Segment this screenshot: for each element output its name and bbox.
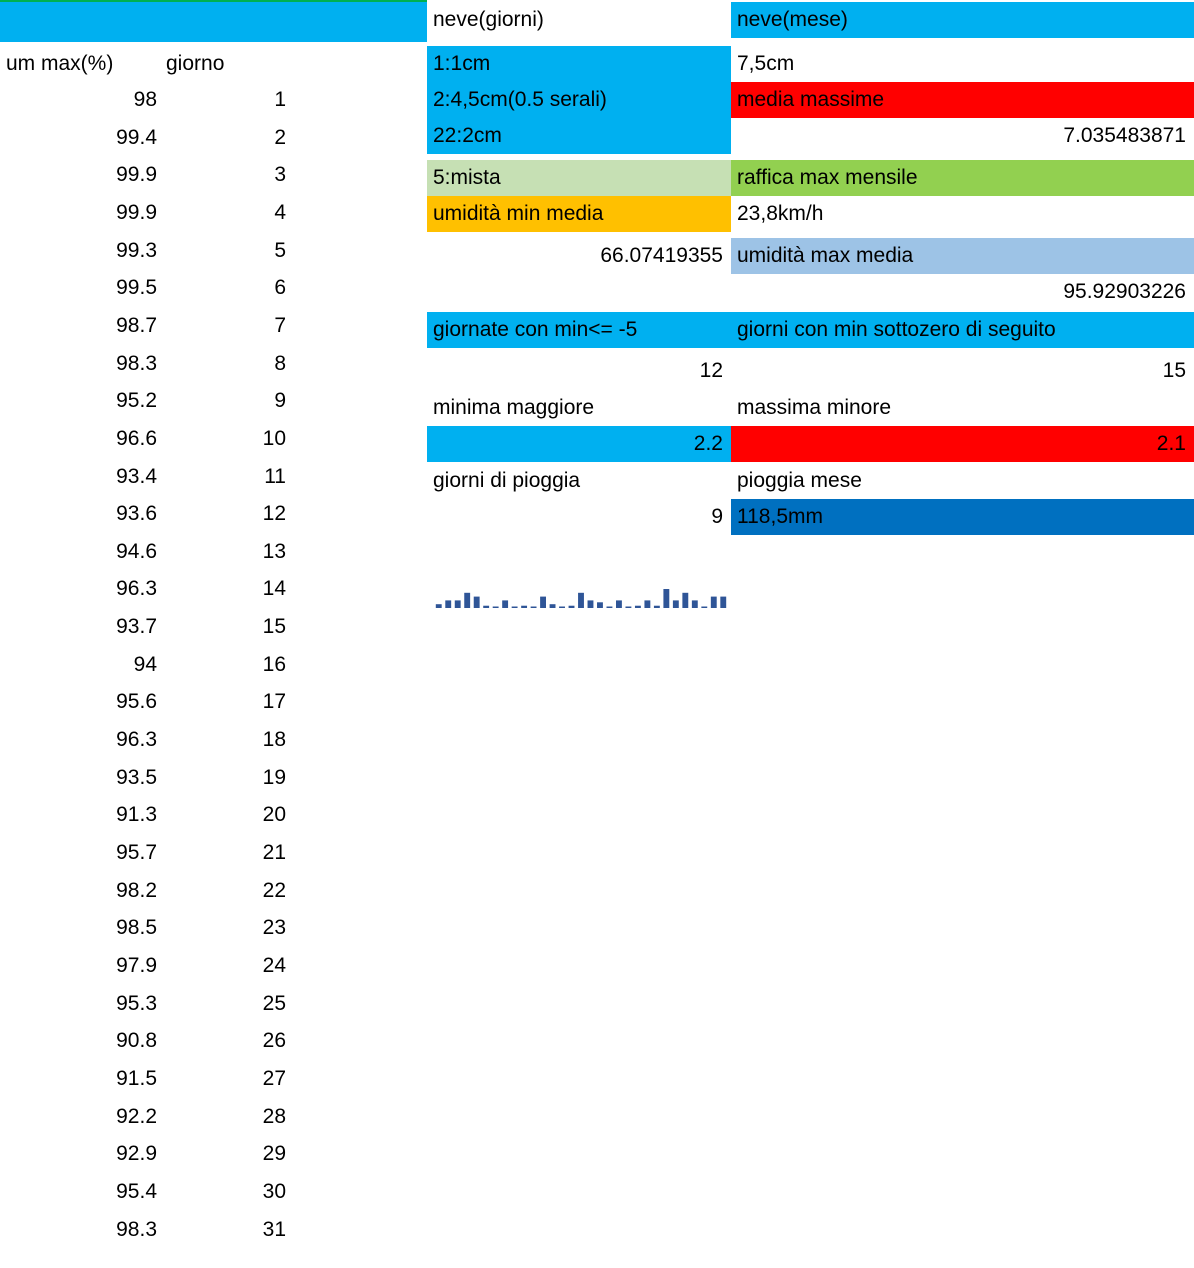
giorno-cell[interactable]: 30 (262, 1180, 286, 1203)
sparkline-bar (711, 597, 717, 608)
column-header-um-max[interactable]: um max(%) (6, 52, 114, 75)
sparkline-bar (455, 600, 461, 608)
giorno-cell[interactable]: 22 (262, 879, 286, 902)
sparkline-bar (578, 593, 584, 608)
sparkline-bar (588, 600, 594, 608)
media-massime-value[interactable]: 7.035483871 (1063, 124, 1186, 147)
giorno-cell[interactable]: 2 (274, 126, 286, 149)
giorno-cell[interactable]: 12 (262, 502, 286, 525)
um-max-cell[interactable]: 96.3 (116, 728, 157, 751)
snow-month-value[interactable]: 7,5cm (737, 52, 795, 75)
giorno-cell[interactable]: 10 (262, 427, 286, 450)
giorno-cell[interactable]: 5 (274, 239, 286, 262)
um-max-cell[interactable]: 91.5 (116, 1067, 157, 1090)
giorno-cell[interactable]: 6 (274, 276, 286, 299)
giorno-cell[interactable]: 17 (262, 690, 286, 713)
giorni-sottozero-value[interactable]: 15 (1162, 359, 1186, 382)
giorno-cell[interactable]: 14 (262, 577, 286, 600)
giorno-cell[interactable]: 19 (262, 766, 286, 789)
giorno-cell[interactable]: 4 (274, 201, 286, 224)
um-max-cell[interactable]: 98.3 (116, 352, 157, 375)
giorni-pioggia-value[interactable]: 9 (711, 505, 723, 528)
rain-sparkline (434, 588, 728, 608)
um-max-cell[interactable]: 98.5 (116, 916, 157, 939)
giorno-cell[interactable]: 8 (274, 352, 286, 375)
sparkline-bar (607, 607, 613, 609)
raffica-max-value[interactable]: 23,8km/h (737, 202, 824, 225)
sparkline-bar (474, 597, 480, 608)
sparkline-bar (644, 600, 650, 608)
sparkline-bar (521, 606, 527, 608)
um-max-cell[interactable]: 93.6 (116, 502, 157, 525)
massima-minore-value[interactable]: 2.1 (731, 426, 1194, 462)
sparkline-bar (531, 607, 537, 609)
sparkline-bar (512, 607, 518, 609)
sparkline-bar (493, 607, 499, 609)
um-max-cell[interactable]: 92.9 (116, 1142, 157, 1165)
giorni-sottozero-label[interactable]: giorni con min sottozero di seguito (731, 312, 1194, 348)
um-max-cell[interactable]: 94.6 (116, 540, 157, 563)
snow-day-2[interactable]: 2:4,5cm(0.5 serali) (427, 82, 731, 118)
um-max-cell[interactable]: 95.6 (116, 690, 157, 713)
media-massime-label[interactable]: media massime (731, 82, 1194, 118)
sparkline-bar (464, 593, 470, 608)
giorno-cell[interactable]: 16 (262, 653, 286, 676)
um-max-cell[interactable]: 93.5 (116, 766, 157, 789)
umidita-max-label[interactable]: umidità max media (731, 238, 1194, 274)
giorno-cell[interactable]: 23 (262, 916, 286, 939)
massima-minore-label[interactable]: massima minore (737, 396, 892, 419)
um-max-cell[interactable]: 95.4 (116, 1180, 157, 1203)
sparkline-bar (682, 593, 688, 608)
umidita-max-value[interactable]: 95.92903226 (1063, 280, 1186, 303)
um-max-cell[interactable]: 93.4 (116, 465, 157, 488)
pioggia-mese-label[interactable]: pioggia mese (737, 469, 862, 492)
snow-day-5[interactable]: 5:mista (427, 160, 731, 196)
giorno-cell[interactable]: 11 (264, 465, 286, 488)
sparkline-bar (635, 606, 641, 608)
um-max-cell[interactable]: 91.3 (116, 803, 157, 826)
um-max-cell[interactable]: 99.5 (116, 276, 157, 299)
sparkline-bar (597, 602, 603, 608)
um-max-cell[interactable]: 96.6 (116, 427, 157, 450)
umidita-min-value[interactable]: 66.07419355 (600, 244, 723, 267)
um-max-cell[interactable]: 92.2 (116, 1105, 157, 1128)
sparkline-bar (720, 597, 726, 608)
um-max-cell[interactable]: 97.9 (116, 954, 157, 977)
um-max-cell[interactable]: 95.3 (116, 992, 157, 1015)
giornate-min-value[interactable]: 12 (699, 359, 723, 382)
giorno-cell[interactable]: 21 (262, 841, 286, 864)
sparkline-bar (559, 607, 565, 609)
um-max-cell[interactable]: 96.3 (116, 577, 157, 600)
giorno-cell[interactable]: 3 (274, 163, 286, 186)
giorno-cell[interactable]: 1 (274, 88, 286, 111)
giorno-cell[interactable]: 24 (262, 954, 286, 977)
snow-day-1[interactable]: 1:1cm (427, 46, 731, 82)
um-max-cell[interactable]: 94 (133, 653, 157, 676)
snow-day-22[interactable]: 22:2cm (427, 118, 731, 154)
neve-mese-label[interactable]: neve(mese) (731, 2, 1194, 38)
neve-giorni-label[interactable]: neve(giorni) (433, 8, 544, 31)
um-max-cell[interactable]: 98.2 (116, 879, 157, 902)
umidita-min-label[interactable]: umidità min media (427, 196, 731, 232)
sparkline-bar (483, 606, 489, 608)
giorno-cell[interactable]: 28 (262, 1105, 286, 1128)
sparkline-bar (663, 589, 669, 608)
sparkline-bar (436, 604, 442, 608)
column-header-giorno[interactable]: giorno (166, 52, 225, 75)
minima-maggiore-value[interactable]: 2.2 (427, 426, 731, 462)
sparkline-bar (673, 600, 679, 608)
giorno-cell[interactable]: 9 (274, 389, 286, 412)
header-band (0, 2, 427, 42)
um-max-cell[interactable]: 99.9 (116, 163, 157, 186)
sparkline-bar (654, 606, 660, 608)
giorno-cell[interactable]: 13 (262, 540, 286, 563)
sparkline-bar (445, 600, 451, 608)
sparkline-bar (550, 604, 556, 608)
um-max-cell[interactable]: 93.7 (116, 615, 157, 638)
um-max-cell[interactable]: 98 (133, 88, 157, 111)
um-max-cell[interactable]: 95.2 (116, 389, 157, 412)
sparkline-bar (502, 600, 508, 608)
sparkline-bar (616, 600, 622, 608)
giorno-cell[interactable]: 15 (262, 615, 286, 638)
giorno-cell[interactable]: 27 (262, 1067, 286, 1090)
pioggia-mese-value[interactable]: 118,5mm (731, 499, 1194, 535)
giornate-min-label[interactable]: giornate con min<= -5 (427, 312, 731, 348)
sparkline-bar (692, 600, 698, 608)
giorno-cell[interactable]: 20 (262, 803, 286, 826)
sparkline-bar (569, 606, 575, 608)
um-max-cell[interactable]: 99.3 (116, 239, 157, 262)
giorno-cell[interactable]: 31 (262, 1218, 286, 1241)
sparkline-bar (701, 607, 707, 609)
um-max-cell[interactable]: 98.7 (116, 314, 157, 337)
giorno-cell[interactable]: 29 (262, 1142, 286, 1165)
sparkline-bar (540, 597, 546, 608)
um-max-cell[interactable]: 90.8 (116, 1029, 157, 1052)
um-max-cell[interactable]: 99.9 (116, 201, 157, 224)
raffica-max-label[interactable]: raffica max mensile (731, 160, 1194, 196)
um-max-cell[interactable]: 95.7 (116, 841, 157, 864)
giorno-cell[interactable]: 7 (274, 314, 286, 337)
giorno-cell[interactable]: 26 (262, 1029, 286, 1052)
minima-maggiore-label[interactable]: minima maggiore (433, 396, 595, 419)
sparkline-bar (625, 607, 631, 609)
um-max-cell[interactable]: 98.3 (116, 1218, 157, 1241)
giorno-cell[interactable]: 25 (262, 992, 286, 1015)
um-max-cell[interactable]: 99.4 (116, 126, 157, 149)
giorni-pioggia-label[interactable]: giorni di pioggia (433, 469, 581, 492)
giorno-cell[interactable]: 18 (262, 728, 286, 751)
